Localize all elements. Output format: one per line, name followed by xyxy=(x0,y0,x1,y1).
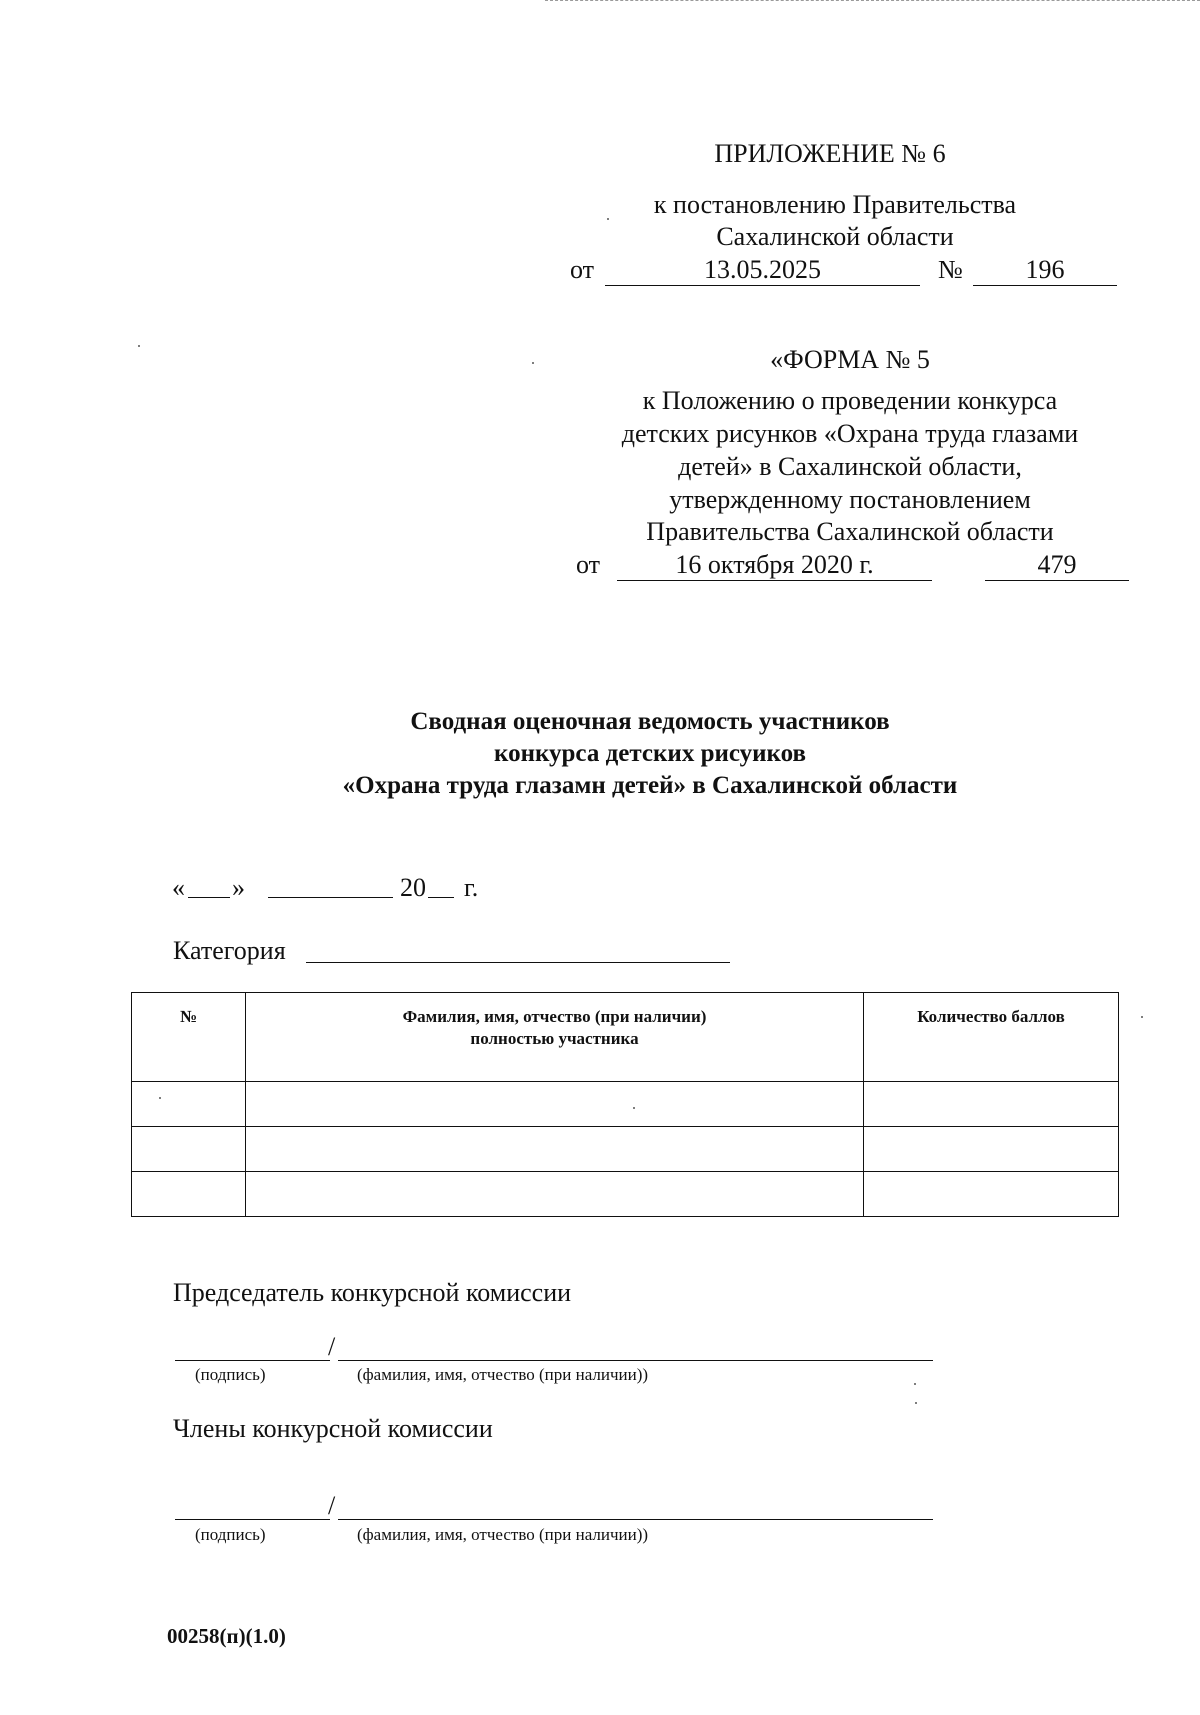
table-row xyxy=(132,1082,1119,1127)
scan-speck xyxy=(532,362,534,364)
cell-number xyxy=(132,1172,246,1217)
scan-speck xyxy=(915,1402,917,1404)
document-title-line-3: «Охрана труда глазамн детей» в Сахалинской области xyxy=(342,772,958,799)
date-close-quote: » xyxy=(232,873,245,902)
cell-full-name xyxy=(246,1172,864,1217)
chairman-slash: / xyxy=(328,1332,336,1361)
form-line-3: детей» в Сахалинской области, xyxy=(678,452,1022,481)
header-number: № xyxy=(132,993,246,1082)
cell-score xyxy=(864,1172,1119,1217)
scan-speck xyxy=(633,1107,635,1109)
members-name-caption: (фамилия, имя, отчество (при наличии)) xyxy=(357,1525,649,1544)
scan-speck xyxy=(607,218,609,220)
form-date-field: 16 октября 2020 г. xyxy=(617,550,932,581)
cell-score xyxy=(864,1127,1119,1172)
form-line-4: утвержденному постановлением xyxy=(669,485,1031,514)
date-month-blank xyxy=(268,896,393,898)
chairman-name-line xyxy=(338,1359,933,1361)
members-label: Члены конкурсной комиссии xyxy=(173,1414,493,1443)
form-from-label: от xyxy=(576,550,601,579)
date-day-blank xyxy=(188,896,230,898)
scan-speck xyxy=(914,1383,916,1385)
date-year-blank xyxy=(428,896,454,898)
appendix-line-1: к постановлению Правительства xyxy=(653,190,1017,219)
category-blank xyxy=(306,961,730,963)
scan-speck xyxy=(1141,1016,1143,1018)
chairman-name-caption: (фамилия, имя, отчество (при наличии)) xyxy=(357,1365,649,1384)
form-line-2: детских рисунков «Охрана труда глазами xyxy=(621,419,1079,448)
document-code: 00258(п)(1.0) xyxy=(167,1624,286,1648)
form-title: «ФОРМА № 5 xyxy=(770,345,930,374)
cell-full-name xyxy=(246,1082,864,1127)
date-open-quote: « xyxy=(172,873,185,902)
members-slash: / xyxy=(328,1491,336,1520)
table-header-row xyxy=(132,993,1119,1082)
scan-speck xyxy=(159,1097,161,1099)
cell-score xyxy=(864,1082,1119,1127)
table-row xyxy=(132,1172,1119,1217)
appendix-title: ПРИЛОЖЕНИЕ № 6 xyxy=(714,139,946,168)
document-title-line-1: Сводная оценочная ведомость участников xyxy=(410,708,890,735)
chairman-signature-caption: (подпись) xyxy=(195,1365,266,1384)
chairman-signature-line xyxy=(175,1359,330,1361)
header-full-name xyxy=(246,993,864,1082)
cell-full-name xyxy=(246,1127,864,1172)
date-year-suffix: г. xyxy=(464,873,479,902)
header-score: Количество баллов xyxy=(864,993,1119,1082)
participants-table xyxy=(131,992,1119,1217)
appendix-number-label: № xyxy=(938,255,963,284)
chairman-label: Председатель конкурсной комиссии xyxy=(173,1278,572,1307)
members-signature-line xyxy=(175,1518,330,1520)
scan-speck xyxy=(138,345,140,347)
form-line-5: Правительства Сахалинской области xyxy=(646,517,1054,546)
document-title-line-2: конкурса детских рисуиков xyxy=(494,740,806,767)
appendix-date-field: 13.05.2025 xyxy=(605,255,920,286)
table-row xyxy=(132,1127,1119,1172)
scan-edge-line xyxy=(545,0,1200,1)
members-name-line xyxy=(338,1518,933,1520)
form-line-1: к Положению о проведении конкурса xyxy=(642,386,1058,415)
members-signature-caption: (подпись) xyxy=(195,1525,266,1544)
cell-number xyxy=(132,1127,246,1172)
appendix-number-field: 196 xyxy=(973,255,1117,286)
cell-number xyxy=(132,1082,246,1127)
header-full-name-text: Фамилия, имя, отчество (при наличии) полностью участника xyxy=(402,1007,707,1048)
appendix-from-label: от xyxy=(570,255,595,284)
category-label: Категория xyxy=(173,936,286,965)
appendix-line-2: Сахалинской области xyxy=(716,222,954,251)
date-year-prefix: 20 xyxy=(400,873,426,902)
form-number-field: 479 xyxy=(985,550,1129,581)
document-title xyxy=(200,706,1100,802)
